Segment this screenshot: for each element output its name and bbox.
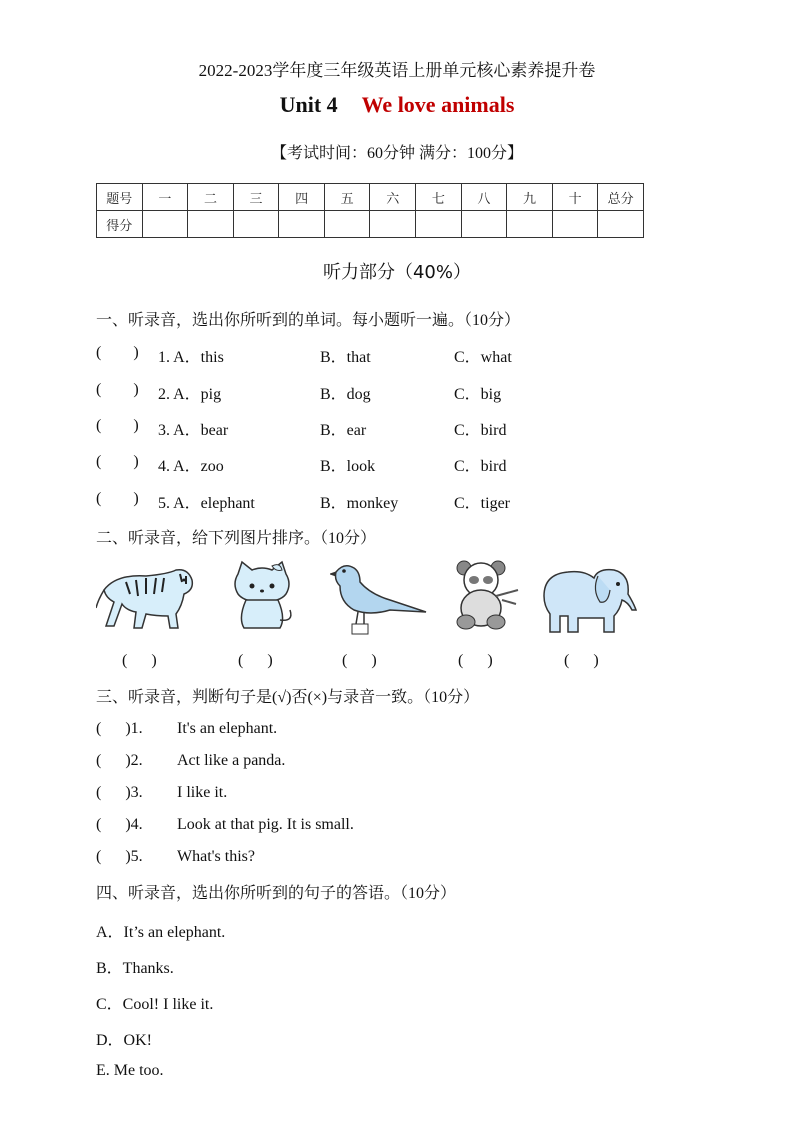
listening-part-title: 听力部分（40%）	[322, 262, 471, 283]
unit-title	[0, 92, 794, 118]
question-row	[96, 453, 696, 475]
option-b: B．that	[320, 349, 371, 366]
score-header-cell: 五	[324, 184, 370, 211]
answer-paren[interactable]: ( )1.	[96, 720, 143, 737]
answer-option: D．OK!	[96, 1032, 152, 1049]
score-header-cell: 四	[279, 184, 325, 211]
score-row-label: 得分	[97, 211, 143, 238]
score-cell[interactable]	[461, 211, 507, 238]
option-c: C．big	[454, 386, 502, 403]
picture-order-paren[interactable]: ( )	[342, 652, 377, 669]
option-c: C．bird	[454, 422, 507, 439]
elephant-picture	[538, 560, 638, 636]
section1-title: 一、听录音，选出你所听到的单词。每小题听一遍。（10分）	[96, 312, 521, 329]
exam-info: 【考试时间：60分钟 满分：100分】	[270, 145, 523, 162]
answer-paren[interactable]: ( )	[96, 344, 139, 361]
true-false-row	[96, 720, 696, 742]
answer-paren[interactable]: ( )4.	[96, 816, 143, 833]
score-cell[interactable]	[552, 211, 598, 238]
option-a: 3. A．bear	[158, 422, 229, 439]
tiger-picture	[96, 560, 196, 632]
score-header-cell: 三	[233, 184, 279, 211]
sentence-text: It's an elephant.	[177, 720, 278, 737]
sentence-text: What's this?	[177, 848, 255, 865]
answer-paren[interactable]: ( )	[96, 490, 139, 507]
true-false-row	[96, 848, 696, 870]
answer-paren[interactable]: ( )	[96, 453, 139, 470]
answer-option: A．It’s an elephant.	[96, 924, 226, 941]
option-b: B．look	[320, 458, 376, 475]
answer-paren[interactable]: ( )	[96, 417, 139, 434]
score-cell[interactable]	[416, 211, 462, 238]
score-cell[interactable]	[233, 211, 279, 238]
option-a: 5. A．elephant	[158, 495, 255, 512]
picture-order-paren[interactable]: ( )	[458, 652, 493, 669]
true-false-row	[96, 752, 696, 774]
score-table-score-row	[97, 211, 644, 238]
option-c: C．what	[454, 349, 512, 366]
bird-picture	[330, 560, 430, 636]
cat-picture	[224, 560, 300, 632]
answer-paren[interactable]: ( )	[96, 381, 139, 398]
section3-title: 三、听录音，判断句子是(√)否(×)与录音一致。（10分）	[96, 689, 480, 706]
unit-name: We love animals	[361, 92, 515, 117]
answer-option: E. Me too.	[96, 1062, 164, 1079]
option-a: 1. A．this	[158, 349, 224, 366]
exam-title: 2022-2023学年度三年级英语上册单元核心素养提升卷	[198, 61, 596, 80]
question-row	[96, 490, 696, 512]
sentence-text: Act like a panda.	[177, 752, 286, 769]
true-false-row	[96, 816, 696, 838]
score-table-header-row	[97, 184, 644, 211]
option-c: C．tiger	[454, 495, 510, 512]
sentence-text: Look at that pig. It is small.	[177, 816, 354, 833]
question-row	[96, 344, 696, 366]
score-header-cell: 八	[461, 184, 507, 211]
true-false-row	[96, 784, 696, 806]
score-header-cell: 六	[370, 184, 416, 211]
unit-number: Unit 4	[279, 92, 338, 117]
answer-paren[interactable]: ( )2.	[96, 752, 143, 769]
answer-option: C．Cool! I like it.	[96, 996, 214, 1013]
picture-order-paren[interactable]: ( )	[238, 652, 273, 669]
question-row	[96, 417, 696, 439]
question-row	[96, 381, 696, 403]
score-cell[interactable]	[142, 211, 188, 238]
option-c: C．bird	[454, 458, 507, 475]
answer-option: B．Thanks.	[96, 960, 174, 977]
section4-title: 四、听录音，选出你所听到的句子的答语。（10分）	[96, 885, 457, 902]
option-b: B．dog	[320, 386, 371, 403]
score-cell[interactable]	[279, 211, 325, 238]
score-header-cell: 九	[507, 184, 553, 211]
answer-paren[interactable]: ( )5.	[96, 848, 143, 865]
score-header-cell: 十	[552, 184, 598, 211]
score-header-cell: 一	[142, 184, 188, 211]
picture-order-paren[interactable]: ( )	[564, 652, 599, 669]
answer-paren[interactable]: ( )3.	[96, 784, 143, 801]
option-a: 4. A．zoo	[158, 458, 224, 475]
sentence-text: I like it.	[177, 784, 228, 801]
score-header-cell: 七	[416, 184, 462, 211]
score-header-cell: 题号	[97, 184, 143, 211]
option-b: B．monkey	[320, 495, 399, 512]
score-cell[interactable]	[507, 211, 553, 238]
score-cell[interactable]	[188, 211, 234, 238]
score-header-cell: 总分	[598, 184, 644, 211]
score-cell[interactable]	[598, 211, 644, 238]
score-table	[96, 183, 644, 238]
option-b: B．ear	[320, 422, 367, 439]
picture-order-paren[interactable]: ( )	[122, 652, 157, 669]
score-cell[interactable]	[324, 211, 370, 238]
score-cell[interactable]	[370, 211, 416, 238]
section2-title: 二、听录音，给下列图片排序。（10分）	[96, 530, 377, 547]
option-a: 2. A．pig	[158, 386, 222, 403]
panda-picture	[452, 560, 522, 632]
score-header-cell: 二	[188, 184, 234, 211]
